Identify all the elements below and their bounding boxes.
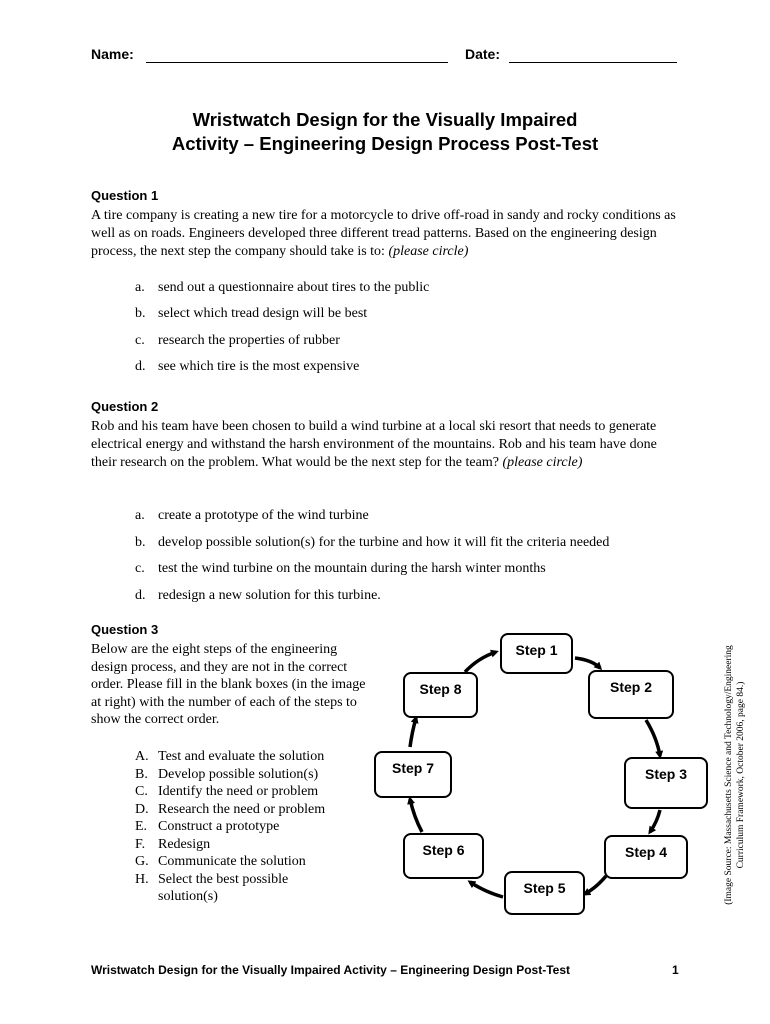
option-text: create a prototype of the wind turbine xyxy=(158,508,369,523)
arrow-8-to-1 xyxy=(465,652,496,672)
date-label: Date: xyxy=(465,46,501,62)
step-letter: A. xyxy=(135,749,149,764)
option-letter: d. xyxy=(135,359,146,374)
step-box-8[interactable]: Step 8 xyxy=(403,672,478,718)
page-number: 1 xyxy=(672,963,679,977)
option-letter: b. xyxy=(135,535,146,550)
step-text: Construct a prototype xyxy=(158,819,280,834)
option-letter: b. xyxy=(135,306,146,321)
question-1-prompt: A tire company is creating a new tire for a motorcycle to drive off-road in sandy and rocky conditions as well as on roads. Engineers developed three different tread patterns. Based on the engineering design process, the next step the company should take is to: xyxy=(91,208,676,259)
question-1-instruction: (please circle) xyxy=(388,244,469,259)
step-box-2[interactable]: Step 2 xyxy=(588,670,674,719)
step-box-4[interactable]: Step 4 xyxy=(604,835,688,879)
step-letter: D. xyxy=(135,801,149,817)
step-letter: G. xyxy=(135,854,149,869)
step-letter: H. xyxy=(135,871,149,887)
question-2-heading: Question 2 xyxy=(91,399,159,414)
step-letter: F. xyxy=(135,836,146,852)
arrow-7-to-8 xyxy=(410,718,416,747)
name-label: Name: xyxy=(91,46,134,62)
option-letter: d. xyxy=(135,588,146,603)
step-box-6[interactable]: Step 6 xyxy=(403,833,484,879)
step-text: Communicate the solution xyxy=(158,854,306,869)
option-text: test the wind turbine on the mountain during the harsh winter months xyxy=(158,561,546,576)
arrow-2-to-3 xyxy=(646,720,660,756)
option-text: see which tire is the most expensive xyxy=(158,359,360,374)
arrow-4-to-5 xyxy=(585,876,606,894)
step-box-7[interactable]: Step 7 xyxy=(374,751,452,798)
image-source-line-2: Curriculum Framework, October 2006, page 84.) xyxy=(736,681,746,869)
arrow-5-to-6 xyxy=(470,882,503,897)
option-text: select which tread design will be best xyxy=(158,306,368,321)
question-3-text: Below are the eight steps of the engineering design process, and they are not in the correct order. Please fill in the blank boxes (in the image at right) with the number of each of the steps to show the correct order. xyxy=(91,642,366,727)
arrow-1-to-2 xyxy=(575,658,600,668)
question-3-heading: Question 3 xyxy=(91,622,159,637)
option-text: redesign a new solution for this turbine. xyxy=(158,588,381,603)
step-text: Research the need or problem xyxy=(158,801,326,817)
step-text: Identify the need or problem xyxy=(158,784,319,799)
step-text: Test and evaluate the solution xyxy=(158,749,325,764)
question-1-heading: Question 1 xyxy=(91,188,159,203)
page-subtitle: Activity – Engineering Design Process Post-Test xyxy=(171,133,599,154)
option-text: develop possible solution(s) for the turbine and how it will fit the criteria needed xyxy=(158,535,610,550)
step-box-3[interactable]: Step 3 xyxy=(624,757,708,809)
step-letter: C. xyxy=(135,784,148,799)
option-letter: c. xyxy=(135,333,145,348)
step-letter: B. xyxy=(135,766,148,782)
step-box-5[interactable]: Step 5 xyxy=(504,871,585,915)
question-2-instruction: (please circle) xyxy=(502,455,583,470)
page-title: Wristwatch Design for the Visually Impaired xyxy=(192,109,578,130)
option-text: send out a questionnaire about tires to the public xyxy=(158,280,430,295)
step-letter: E. xyxy=(135,819,148,834)
arrow-6-to-7 xyxy=(410,799,422,832)
step-text: Select the best possible solution(s) xyxy=(158,871,289,904)
step-text: Redesign xyxy=(158,836,211,852)
page-footer: Wristwatch Design for the Visually Impaired Activity – Engineering Design Post-Test xyxy=(91,963,570,977)
image-source-note xyxy=(700,625,770,925)
question-2-prompt: Rob and his team have been chosen to build a wind turbine at a local ski resort that needs to generate electrical energy and withstand the harsh environment of the mountains. Rob and his team have done their research on the problem. What would be the next step for the team? xyxy=(91,419,657,470)
option-letter: a. xyxy=(135,508,145,523)
arrow-3-to-4 xyxy=(650,810,660,832)
option-text: research the properties of rubber xyxy=(158,333,340,348)
image-source-line-1: (Image Source: Massachusetts Science and Technology/Engineering xyxy=(724,645,734,905)
step-text: Develop possible solution(s) xyxy=(158,766,319,782)
option-letter: c. xyxy=(135,561,145,576)
step-box-1[interactable]: Step 1 xyxy=(500,633,573,674)
option-letter: a. xyxy=(135,280,145,295)
